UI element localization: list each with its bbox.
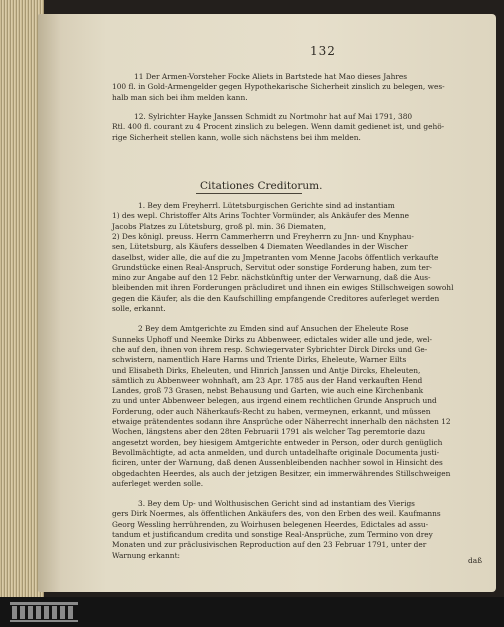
section-heading: Citationes Creditorum.: [200, 180, 323, 192]
text-line: und Elisabeth Dirks, Eheleuten, und Hinrich Janssen und Antje Dircks, Eheleuten,: [112, 365, 421, 375]
text-line: 1) des wepl. Christoffer Alts Arins Tochter Vormünder, als Ankäufer des Menne: [112, 211, 410, 221]
text-line: Jacobs Platzes zu Lütetsburg, groß pl. min. 36 Diematen,: [112, 221, 327, 231]
text-line: tandum et justificandum credita und sonstige Real-Ansprüche, zum Termino von drey: [112, 530, 433, 539]
text-line: 100 fl. in Gold-Armengelder gegen Hypothekarische Sicherheit zinslich zu belegen, wes-: [112, 82, 445, 92]
text-line: Rtl. 400 fl. courant zu 4 Procent zinslich zu belegen. Wenn damit gedienet ist, und gehö-: [112, 122, 445, 132]
text-line: 12. Sylrichter Hayke Janssen Schmidt zu Nortmohr hat auf Mai 1791, 380: [134, 111, 413, 121]
text-line: 2) Des königl. preuss. Herrn Cammerherrn und Freyherrn zu Jnn- und Knyphau-: [112, 231, 414, 241]
text-line: Wochen, längstens aber den 28ten Februarii 1791 als welcher Tag peremtorie dazu: [112, 427, 426, 437]
catchword: daß: [468, 556, 483, 565]
text-line: solle, erkannt.: [112, 304, 166, 313]
text-line: 3. Bey dem Up- und Wolthusischen Gericht sind ad instantiam des Vierigs: [138, 499, 415, 509]
text-line: etwaige prätendentes sodann ihre Ansprüche oder Näherrecht innerhalb den nächsten 12: [112, 417, 451, 426]
text-line: 11 Der Armen-Vorsteher Focke Aliets in Bartstede hat Mao dieses Jahres: [134, 72, 408, 81]
text-line: halb man sich bei ihm melden kann.: [112, 92, 248, 102]
text-line: gers Dirk Noermes, als öffentlichen Ankäufers des, von den Erben des weil. Kaufmanns: [112, 509, 441, 519]
text-line: Sunneks Uphoff und Neemke Dirks zu Abbenweer, edictales wider alle und jede, wel-: [112, 334, 433, 344]
text-line: Monaten und zur präclusivischen Reproduction auf den 23 Februar 1791, unter der: [112, 540, 427, 550]
text-line: rige Sicherheit stellen kann, wolle sich nächstens bei ihm melden.: [112, 132, 361, 142]
page-number: 132: [310, 44, 336, 58]
text-line: bleibenden mit ihren Forderungen präcludiret und ihnen ein ewiges Stillschweigen sowohl: [112, 283, 454, 293]
text-line: 1. Bey dem Freyherrl. Lütetsburgischen Gerichte sind ad instantiam: [138, 201, 395, 210]
text-line: daselbst, wider alle, die auf die zu Jmpetranten vom Menne Jacobs öffentlich verkaufte: [112, 252, 439, 262]
text-line: Bevollmächtigte, ad acta anmelden, und durch untadelhafte originale Documenta justi-: [112, 447, 440, 457]
text-line: 2 Bey dem Amtgerichte zu Emden sind auf Ansuchen der Eheleute Rose: [138, 324, 409, 334]
text-line: sen, Lütetsburg, als Käufers desselben 4 Diematen Weedlandes in der Wischer: [112, 242, 408, 252]
text-line: schwistern, namentlich Hare Harms und Triente Dirks, Eheleute, Warner Eilts: [112, 355, 407, 365]
text-line: angesetzt worden, bey hiesigem Amtgerichte entweder in Person, oder durch genüglich: [112, 437, 443, 447]
text-line: gegen die Käufer, als die den Kaufschilling empfangende Creditores auferleget werden: [112, 293, 440, 303]
text-line: ficiren, unter der Warnung, daß denen Aussenbleibenden nachher sowol in Hinsicht des: [112, 458, 443, 468]
text-line: auferleget werden solle.: [112, 478, 204, 488]
text-line: zu und unter Abbenweer belegen, aus irgend einem rechtlichen Grunde Anspruch und: [112, 396, 437, 406]
text-line: Landes, groß 73 Grasen, nebst Behausung und Garten, wie auch eine Kirchenbank: [112, 386, 424, 396]
library-logo: [8, 601, 80, 623]
text-line: sämtlich zu Abbenweer wohnhaft, am 23 Apr. 1785 aus der Hand verkauften Hend: [112, 375, 423, 385]
text-line: Grundstücke einen Real-Anspruch, Servitut oder sonstige Forderung haben, zum ter-: [112, 262, 432, 272]
text-line: obgedachten Heerdes, als auch der jetzigen Besitzer, ein immerwährendes Stillschweigen: [112, 468, 451, 478]
text-line: mino zur Angabe auf den 12 Febr. nächstkünftig unter der Verwarnung, daß die Aus-: [112, 273, 431, 283]
text-line: che auf den, ihnen von ihrem resp. Schwiegervater Sybrichter Dirck Dircks und Ge-: [112, 344, 428, 354]
text-line: Warnung erkannt:: [112, 550, 181, 560]
text-line: Georg Wessling herrührenden, zu Woirhusen belegenen Heerdes, Edictales ad assu-: [112, 519, 429, 529]
text-line: Forderung, oder auch Näherkaufs-Recht zu haben, vermeynen, erkannt, und müssen: [112, 406, 431, 416]
heading-rule: [196, 193, 302, 194]
